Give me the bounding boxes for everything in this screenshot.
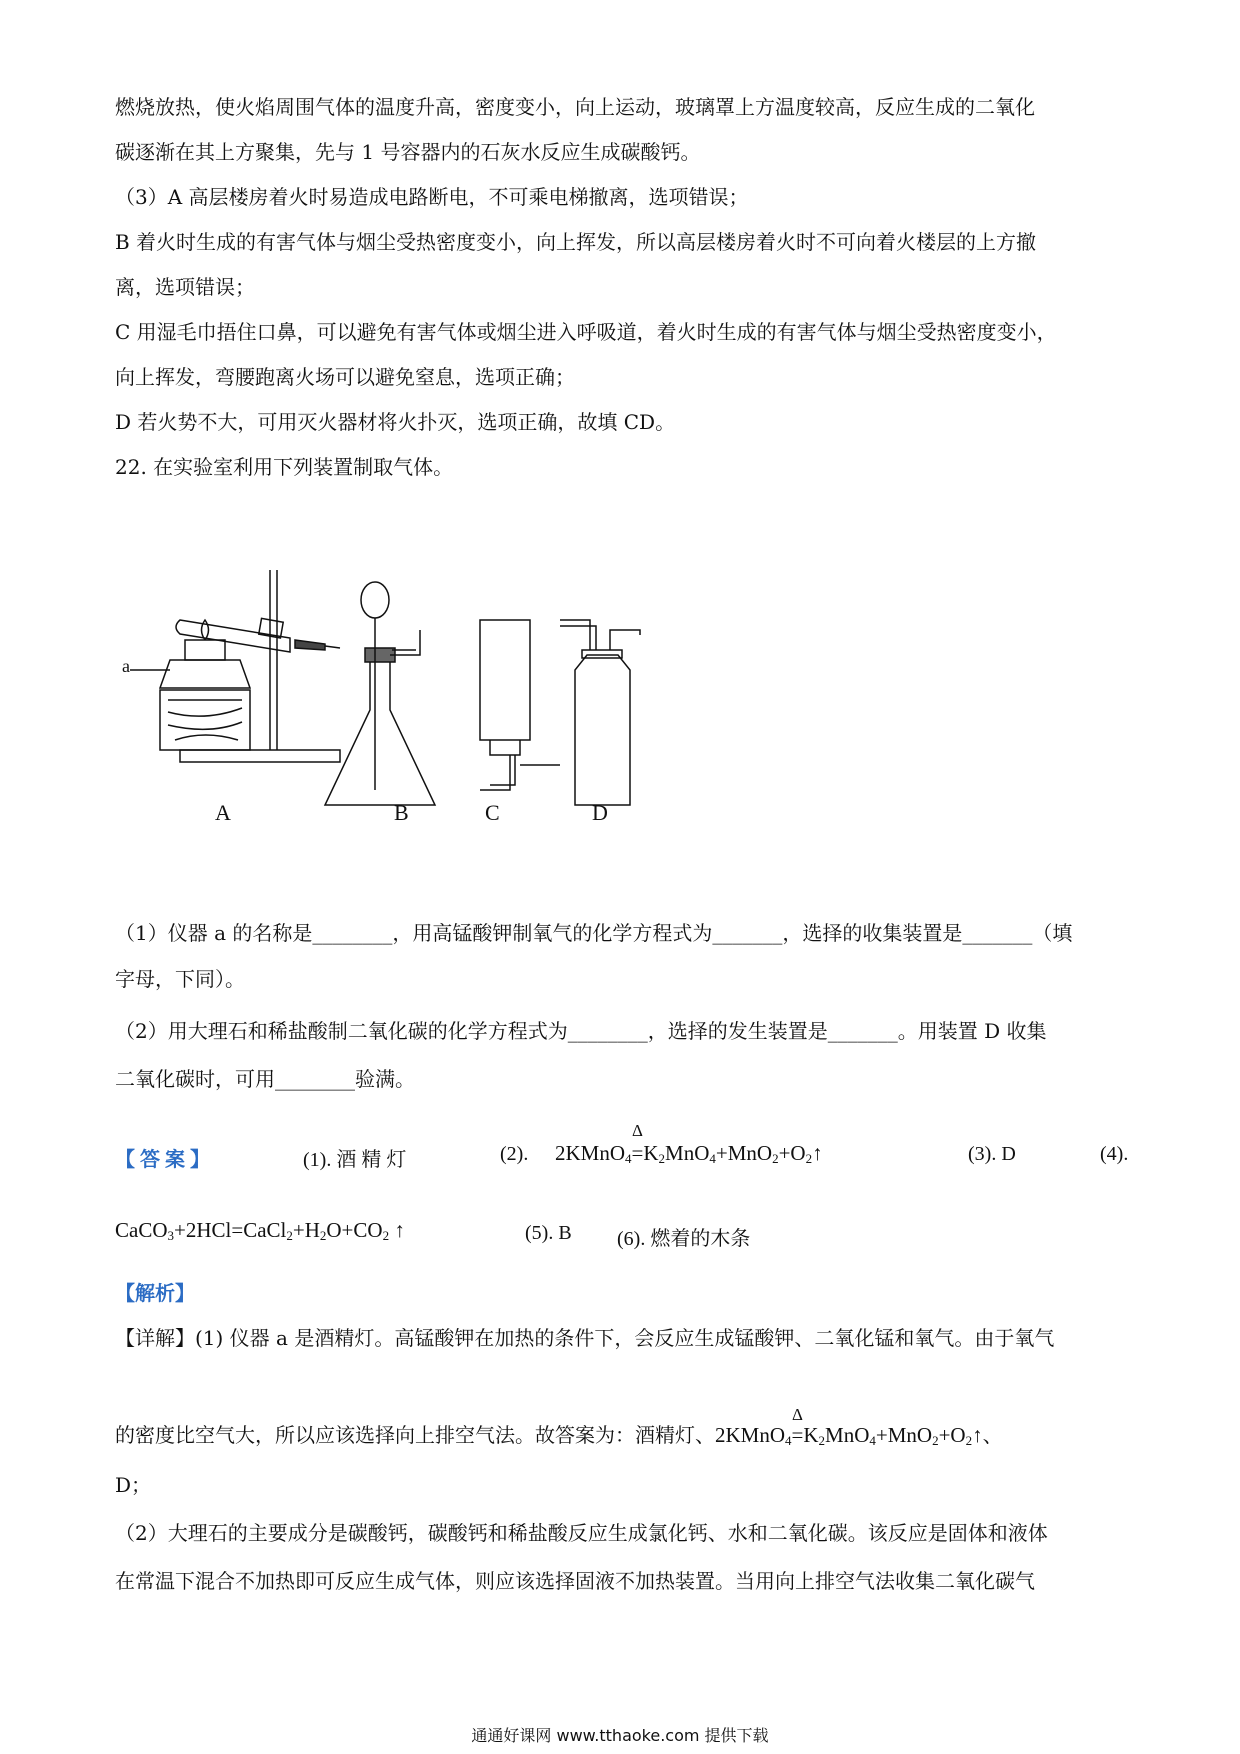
page-footer: 通通好课网 www.tthaoke.com 提供下载 (471, 1726, 769, 1745)
question-title: 22. 在实验室利用下列装置制取气体。 (115, 455, 454, 479)
apparatus-diagram (120, 560, 680, 820)
answer-4-label: (4). (1100, 1143, 1129, 1165)
text-line: 燃烧放热，使火焰周围气体的温度升高，密度变小，向上运动，玻璃罩上方温度较高，反应生成的二氧化 (115, 95, 1035, 119)
answer-tag: 【 答 案 】 (115, 1149, 210, 1171)
analysis-line: 的密度比空气大，所以应该选择向上排空气法。故答案为：酒精灯、2KMnO$_4$ Δ $=K_2MnO_4+MnO_2+O_2↑$、 (115, 1405, 1003, 1448)
analysis-line: 【详解】(1) 仪器 a 是酒精灯。高锰酸钾在加热的条件下，会反应生成锰酸钾、二氧化锰和氧气。由于氧气 (115, 1326, 1055, 1350)
label-A: A (215, 800, 231, 825)
equation-kmno4: 2KMnO$_4$ Δ $=K_2MnO_4+MnO_2+O_2↑$ (555, 1121, 823, 1166)
answer-3: (3). D (968, 1143, 1016, 1165)
analysis-line: 在常温下混合不加热即可反应生成气体，则应该选择固液不加热装置。当用向上排空气法收集二氧化碳气 (115, 1569, 1035, 1593)
apparatus-figure (120, 560, 680, 824)
answer-2-label: (2). (500, 1143, 529, 1165)
analysis-line: D； (115, 1473, 152, 1497)
text-line: （3）A 高层楼房着火时易造成电路断电，不可乘电梯撤离，选项错误； (115, 185, 749, 209)
text-line: 碳逐渐在其上方聚集，先与 1 号容器内的石灰水反应生成碳酸钙。 (115, 140, 701, 164)
equation-caco3: $CaCO_3+2HCl=CaCl_2+H_2O+CO_2$ ↑ (115, 1218, 405, 1243)
text-line: B 着火时生成的有害气体与烟尘受热密度变小，向上挥发，所以高层楼房着火时不可向着火楼层的上方撤 (115, 230, 1037, 254)
text-line: 向上挥发，弯腰跑离火场可以避免窒息，选项正确； (115, 365, 575, 389)
text-line: C 用湿毛巾捂住口鼻，可以避免有害气体或烟尘进入呼吸道，着火时生成的有害气体与烟尘受热密度变小， (115, 320, 1057, 344)
label-D: D (592, 800, 608, 825)
question-2b: 二氧化碳时，可用________验满。 (115, 1067, 415, 1091)
text-line: 离，选项错误； (115, 275, 255, 299)
question-2a: （2）用大理石和稀盐酸制二氧化碳的化学方程式为________，选择的发生装置是_______。用装置 D 收集 (115, 1019, 1047, 1043)
analysis-line: （2）大理石的主要成分是碳酸钙，碳酸钙和稀盐酸反应生成氯化钙、水和二氧化碳。该反应是固体和液体 (115, 1521, 1048, 1545)
question-1b: 字母，下同）。 (115, 967, 245, 991)
label-a: a (122, 656, 130, 676)
text-line: D 若火势不大，可用灭火器材将火扑灭，选项正确，故填 CD。 (115, 410, 676, 434)
question-1a: （1）仪器 a 的名称是________，用高锰酸钾制氧气的化学方程式为_______，选择的收集装置是_______（填 (115, 921, 1073, 945)
stand-base (180, 750, 340, 762)
label-B: B (394, 800, 409, 825)
label-C: C (485, 800, 500, 825)
answer-1: (1). 酒 精 灯 (303, 1149, 407, 1171)
answer-5: (5). B (525, 1222, 572, 1244)
analysis-tag: 【解析】 (115, 1283, 195, 1305)
answer-6: (6). 燃着的木条 (617, 1228, 751, 1250)
